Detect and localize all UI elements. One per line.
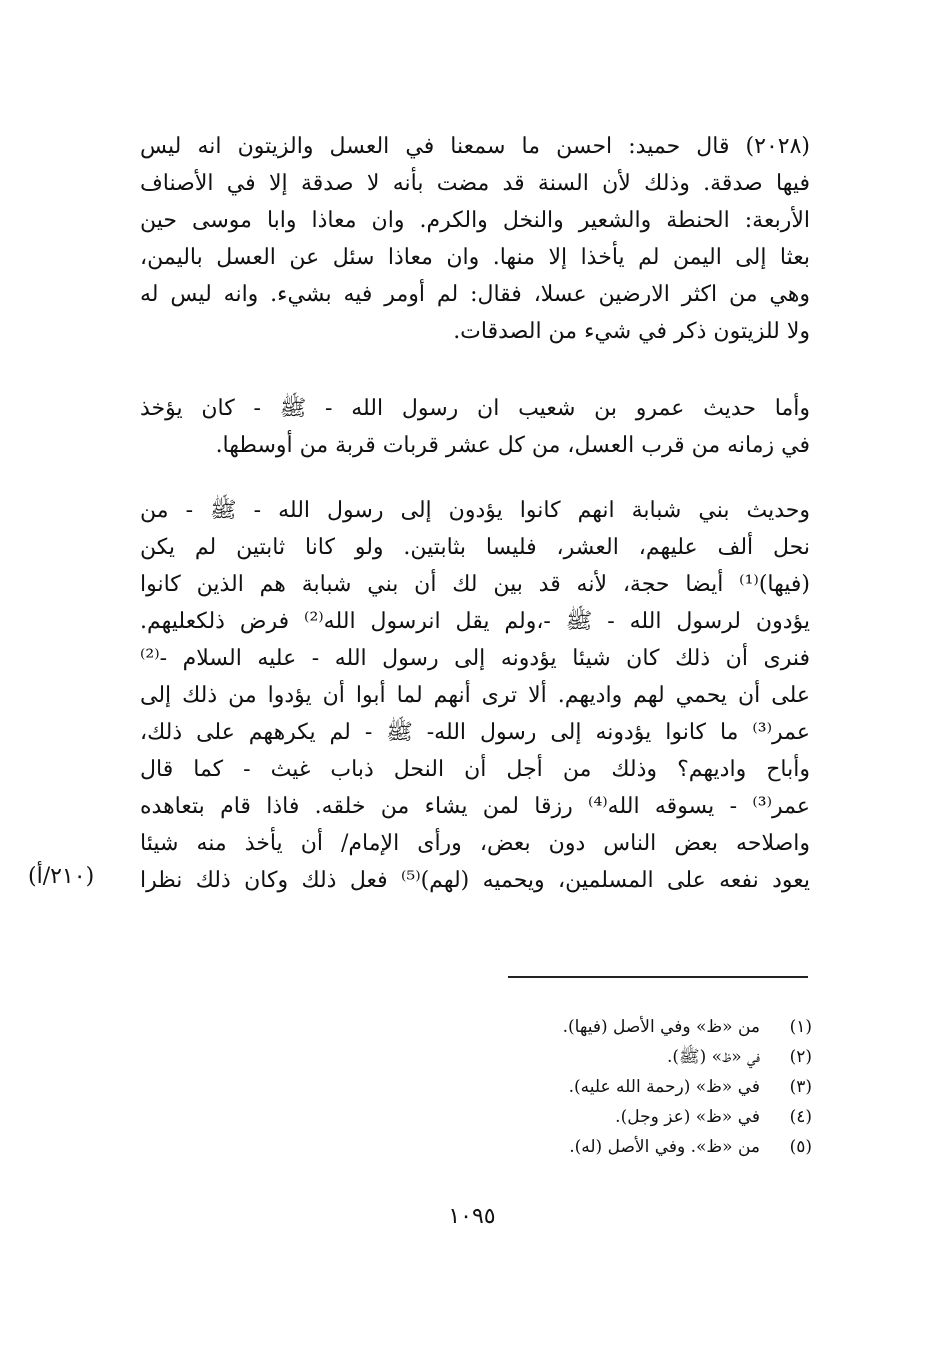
footnote-text: في «ظ» (عز وجل). [615,1107,760,1127]
text-line: واصلاحه بعض الناس دون بعض، ورأى الإمام/ أن يأخذ منه شيئا [140,831,810,856]
footnotes [420,1012,812,1162]
text-line: يعود نفعه على المسلمين، ويحميه (لهم)⁽⁵⁾ فعل ذلك وكان ذلك نظرا [140,868,810,893]
paragraph-3 [140,492,810,899]
footnote [420,1132,812,1162]
text-line: بعثا إلى اليمن لم يأخذا إلا منها. وان معاذا سئل عن العسل باليمن، [140,245,810,270]
text-line: فيها صدقة. وذلك لأن السنة قد مضت بأنه لا صدقة إلا في الأصناف [140,171,810,196]
text-line: (٢٠٢٨) قال حميد: احسن ما سمعنا في العسل والزيتون انه ليس [140,134,810,159]
text-line: نحل ألف عليهم، العشر، فليسا بثابتين. ولو كانا ثابتين لم يكن [140,535,810,560]
footnote [420,1042,812,1072]
text-line: في زمانه من قرب العسل، من كل عشر قربات قربة من أوسطها. [215,433,810,458]
text-line: عمر⁽³⁾ - يسوقه الله⁽⁴⁾ رزقا لمن يشاء من خلقه. فاذا قام بتعاهده [140,794,810,819]
footnote [420,1072,812,1102]
text-line: عمر⁽³⁾ ما كانوا يؤدونه إلى رسول الله- ﷺ - لم يكرههم على ذلك، [140,720,810,745]
footnote-text: من «ظ». وفي الأصل (له). [569,1137,760,1157]
text-line: ولا للزيتون ذكر في شيء من الصدقات. [453,319,810,344]
footnote-number: (٣) [789,1077,812,1097]
text-line: (فيها)⁽¹⁾ أيضا حجة، لأنه قد بين لك أن بني شبابة هم الذين كانوا [140,572,810,597]
paragraph-2 [140,390,810,464]
text-line: وحديث بني شبابة انهم كانوا يؤدون إلى رسول الله - ﷺ - من [140,498,810,523]
footnote-number: (٥) [789,1137,812,1157]
paragraph-1 [140,128,810,350]
footnote-text: في «ظ» (رحمة الله عليه). [568,1077,760,1097]
text-line: الأربعة: الحنطة والشعير والنخل والكرم. وان معاذا وابا موسى حين [140,208,810,233]
text-line: يؤدون لرسول الله - ﷺ -،ولم يقل انرسول الله⁽²⁾ فرض ذلكعليهم. [140,609,810,634]
footnote-number: (٢) [789,1047,812,1067]
page-number: ١٠٩٥ [448,1204,496,1229]
footnote [420,1012,812,1042]
text-line: وأباح واديهم؟ وذلك من أجل أن النحل ذباب غيث - كما قال [140,757,810,782]
text-line: وأما حديث عمرو بن شعيب ان رسول الله - ﷺ - كان يؤخذ [140,396,810,421]
text-line: وهي من اكثر الارضين عسلا، فقال: لم أومر فيه بشيء. وانه ليس له [140,282,810,307]
text-line: فنرى أن ذلك كان شيئا يؤدونه إلى رسول الله - عليه السلام -⁽²⁾ [140,646,810,671]
footnote-number: (١) [789,1017,812,1037]
folio-margin-note: (٢١٠/أ) [28,864,95,889]
footnote-divider [508,976,808,978]
footnote-text: في «ظ» (ﷺ). [667,1047,760,1067]
footnote-text: من «ظ» وفي الأصل (فيها). [562,1017,760,1037]
text-line: على أن يحمي لهم واديهم. ألا ترى أنهم لما أبوا أن يؤدوا من ذلك إلى [140,683,810,708]
footnote-number: (٤) [789,1107,812,1127]
footnote [420,1102,812,1132]
